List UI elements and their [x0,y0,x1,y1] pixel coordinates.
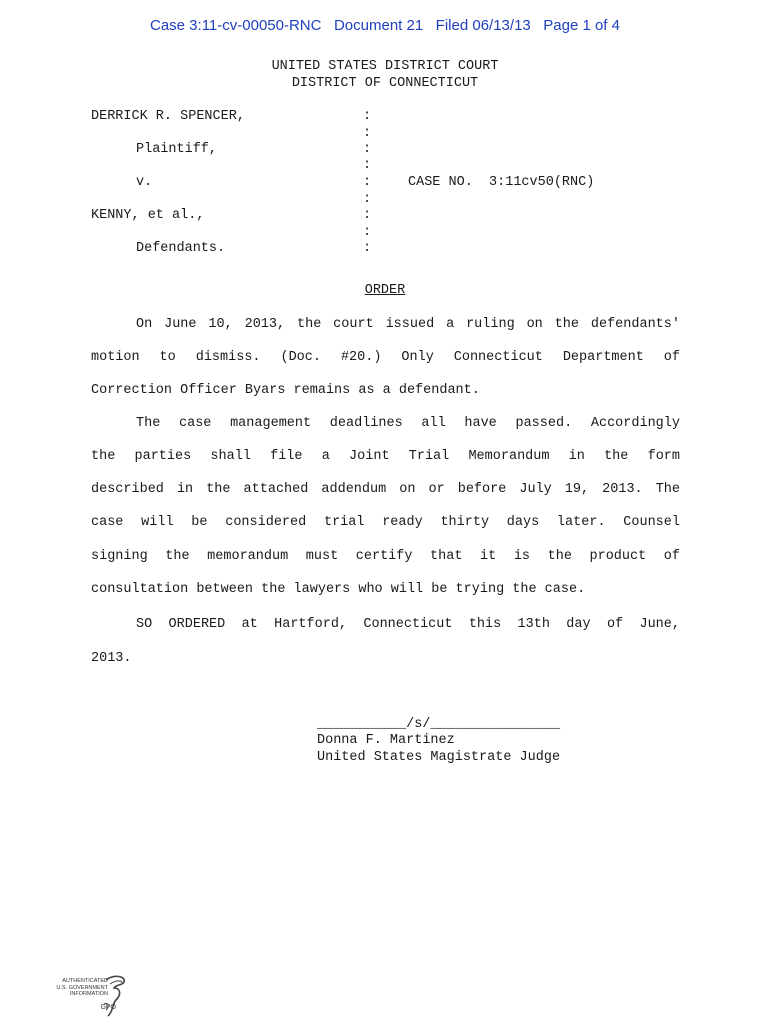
order-title: ORDER [364,283,406,298]
body-line: 2013. [91,651,132,666]
caption-colon: : [363,109,372,124]
signer-title: United States Magistrate Judge [317,750,561,765]
caption-colon: : [363,126,372,141]
caption-colon: : [363,192,372,207]
caption-colon: : [363,142,372,157]
caption-colon: : [363,241,372,256]
body-line: Correction Officer Byars remains as a defendant. [91,383,480,398]
caption-colon: : [363,158,372,173]
seal-gpo-mark: GPO [100,1004,116,1011]
caption-versus: v. [136,175,153,190]
case-number: CASE NO. 3:11cv50(RNC) [408,175,595,190]
court-name: UNITED STATES DISTRICT COURT [271,59,499,74]
body-line: consultation between the lawyers who will be trying the case. [91,582,586,597]
header-stamp: Case 3:11-cv-00050-RNC Document 21 Filed 06/13/13 Page 1 of 4 [150,17,620,34]
body-line: SO ORDERED at Hartford, Connecticut this 13th day of June, [136,617,680,632]
gpo-authentication-seal [44,974,134,1018]
body-line: On June 10, 2013, the court issued a ruling on the defendants' [136,317,680,332]
caption-plaintiff-name: DERRICK R. SPENCER, [91,109,245,124]
caption-defendant-role: Defendants. [136,241,226,256]
signer-name: Donna F. Martinez [317,733,455,748]
body-line: motion to dismiss. (Doc. #20.) Only Connecticut Department of [91,350,680,365]
caption-defendant-name: KENNY, et al., [91,208,205,223]
court-district: DISTRICT OF CONNECTICUT [291,76,479,91]
body-line: The case management deadlines all have passed. Accordingly [136,416,680,431]
body-line: signing the memorandum must certify that it is the product of [91,549,680,564]
body-line: described in the attached addendum on or before July 19, 2013. The [91,482,680,497]
caption-colon: : [363,175,372,190]
caption-colon: : [363,225,372,240]
body-line: the parties shall file a Joint Trial Memorandum in the form [91,449,680,464]
eagle-icon [100,974,130,1018]
caption-colon: : [363,208,372,223]
signature-line: ___________/s/________________ [317,717,561,732]
seal-text: AUTHENTICATED U.S. GOVERNMENT INFORMATION [56,978,108,997]
caption-plaintiff-role: Plaintiff, [136,142,218,157]
body-line: case will be considered trial ready thirty days later. Counsel [91,515,680,530]
